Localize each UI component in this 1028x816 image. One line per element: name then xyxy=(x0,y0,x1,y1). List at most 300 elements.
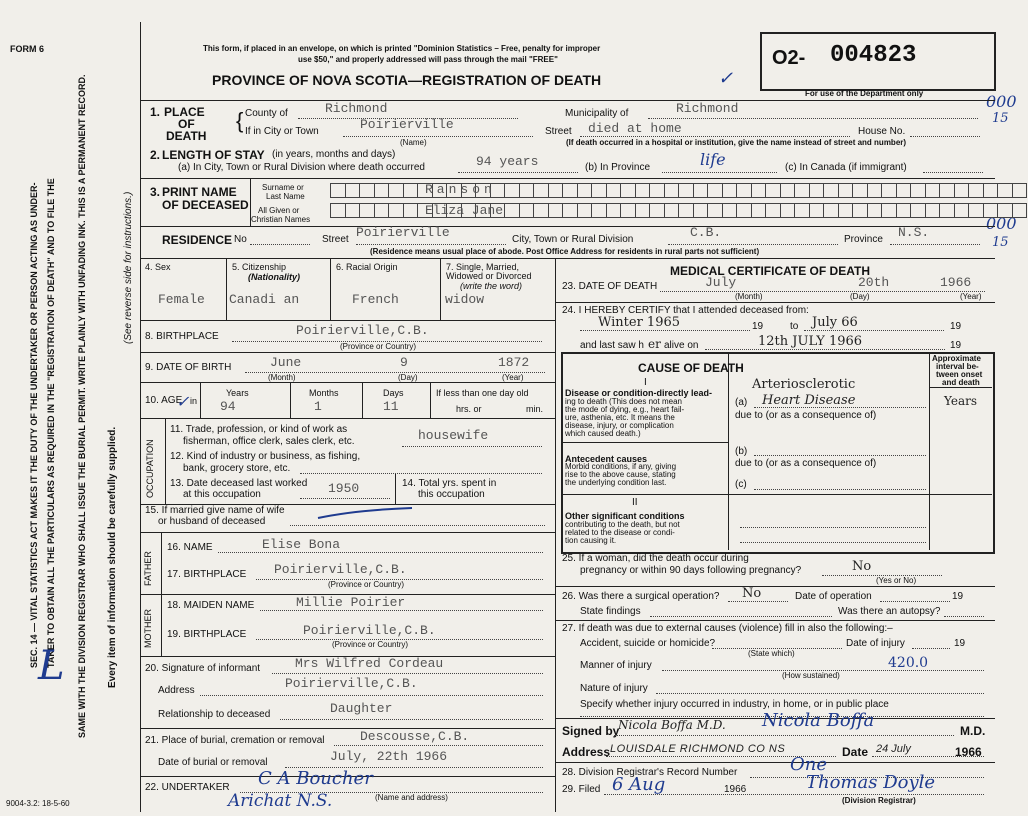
mother-name-label: 18. MAIDEN NAME xyxy=(167,600,255,611)
municipality-label: Municipality of xyxy=(565,108,629,119)
personal-divider-2 xyxy=(330,258,331,320)
roman-2: II xyxy=(632,497,638,508)
name-char-box xyxy=(389,203,404,218)
burial-line xyxy=(334,745,543,746)
name-char-box xyxy=(360,183,375,198)
name-char-box xyxy=(650,183,665,198)
physician-signature: Nicola Boffa xyxy=(762,710,875,731)
name-char-box xyxy=(636,183,651,198)
name-char-box xyxy=(911,203,926,218)
name-char-box xyxy=(969,183,984,198)
name-char-box xyxy=(665,183,680,198)
attended-to-word: to xyxy=(790,321,799,332)
other-2: contributing to the death, but not xyxy=(565,520,680,529)
death-date-line xyxy=(660,291,985,292)
disease-text-5: disease, injury, or complication xyxy=(565,421,674,430)
dob-day: 9 xyxy=(400,355,408,370)
burial-label: 21. Place of burial, cremation or removal xyxy=(145,735,325,746)
accident-label: Accident, suicide or homicide? xyxy=(580,638,716,649)
age-days: 11 xyxy=(383,399,399,414)
marital-label-3: (write the word) xyxy=(460,281,523,291)
name-char-box xyxy=(781,183,796,198)
father-name: Elise Bona xyxy=(262,537,341,552)
residence-top xyxy=(140,226,995,227)
specify-label: Specify whether injury occurred in industry, in home, or in public place xyxy=(580,699,889,710)
name-char-box xyxy=(955,203,970,218)
name-char-box xyxy=(795,183,810,198)
name-char-box xyxy=(810,203,825,218)
disease-text-1: Disease or condition-directly lead- xyxy=(565,388,713,398)
signed-label: Signed by xyxy=(562,724,620,738)
form-number: FORM 6 xyxy=(10,44,45,54)
yes-no-caption: (Yes or No) xyxy=(876,576,917,585)
last-saw-line xyxy=(705,349,945,350)
q25-label-2: pregnancy or within 90 days following pregnancy? xyxy=(580,565,802,576)
death-street-line xyxy=(580,136,850,137)
name-char-box xyxy=(346,203,361,218)
residence-label: RESIDENCE xyxy=(162,233,233,247)
residence-province-label: Province xyxy=(844,234,883,245)
name-char-box xyxy=(926,203,941,218)
q11-line xyxy=(402,446,542,447)
cause-divider-1 xyxy=(728,352,729,550)
disease-text-6: which caused death.) xyxy=(565,429,641,438)
dob-day-caption: (Day) xyxy=(398,373,418,382)
supplied-note: Every item of information should be carefully supplied. xyxy=(107,426,118,688)
surname-value: Ranson xyxy=(425,182,496,197)
how-sustained-caption: (How sustained) xyxy=(782,671,840,680)
antecedent-1: Antecedent causes xyxy=(565,454,648,464)
marital-value: widow xyxy=(445,292,485,307)
name-char-box xyxy=(694,183,709,198)
cause-c-line xyxy=(754,489,926,490)
rule-after-spouse xyxy=(140,532,555,533)
dob-year: 1872 xyxy=(498,355,530,370)
q11-value: housewife xyxy=(418,428,489,443)
age-in: in xyxy=(190,396,198,406)
stay-label: LENGTH OF STAY xyxy=(162,148,265,162)
name-char-box xyxy=(375,203,390,218)
registrar-caption: (Division Registrar) xyxy=(842,796,916,805)
name-char-box xyxy=(824,183,839,198)
q12-label-2: bank, grocery store, etc. xyxy=(183,463,291,474)
name-char-box xyxy=(505,203,520,218)
attended-label: 24. I HEREBY CERTIFY that I attended deceased from: xyxy=(562,305,809,316)
father-birthplace: Poirierville,C.B. xyxy=(274,562,407,577)
name-char-box xyxy=(665,203,680,218)
city-value: Poirierville xyxy=(360,117,454,132)
column-divider xyxy=(555,258,556,812)
q27-label: 27. If death was due to external causes (violence) fill in also the following:– xyxy=(562,623,893,634)
margin-code-1: 000 xyxy=(986,92,1017,111)
rule-after-dob xyxy=(140,382,555,383)
name-char-box xyxy=(708,203,723,218)
q12-label-1: 12. Kind of industry or business, as fishing, xyxy=(170,451,361,462)
name-char-box xyxy=(549,183,564,198)
antecedent-4: the underlying condition last. xyxy=(565,478,667,487)
disease-text-3: the mode of dying, e.g., heart fail- xyxy=(565,405,685,414)
name-char-box xyxy=(998,183,1013,198)
margin-code-1b: 15 xyxy=(992,111,1009,126)
name-char-box xyxy=(911,183,926,198)
name-char-box xyxy=(1013,183,1028,198)
stay-c-line xyxy=(923,172,983,173)
name-char-box xyxy=(404,183,419,198)
mother-birthplace-caption: (Province or Country) xyxy=(332,640,409,649)
name-char-box xyxy=(839,203,854,218)
envelope-note-1: This form, if placed in an envelope, on which is printed "Dominion Statistics – Free, penalty for improper xyxy=(203,44,601,53)
dob-month-caption: (Month) xyxy=(268,373,296,382)
cause-a-1: Arteriosclerotic xyxy=(752,377,856,392)
dob-month: June xyxy=(270,355,302,370)
q13-label-1: 13. Date deceased last worked xyxy=(170,478,308,489)
q13-line xyxy=(300,498,390,499)
margin-code-2: 000 xyxy=(986,214,1017,233)
record-number-label: 28. Division Registrar's Record Number xyxy=(562,767,738,778)
name-char-box xyxy=(897,203,912,218)
address-label: Address xyxy=(562,745,611,759)
name-char-box xyxy=(810,183,825,198)
md-label: M.D. xyxy=(960,724,986,738)
mother-vertical: MOTHER xyxy=(143,609,153,648)
mother-name: Millie Poirier xyxy=(296,595,406,610)
name-char-box xyxy=(694,203,709,218)
father-birthplace-caption: (Province or Country) xyxy=(328,580,405,589)
operation-19: 19 xyxy=(952,591,964,602)
q25-label-1: 25. If a woman, did the death occur during xyxy=(562,553,749,564)
place-brace: { xyxy=(236,108,244,133)
name-char-box xyxy=(563,203,578,218)
signature-date: 24 July xyxy=(876,743,911,755)
rule-after-birthplace xyxy=(140,352,555,353)
nature-label: Nature of injury xyxy=(580,683,648,694)
stay-b-label: (b) In Province xyxy=(585,162,651,173)
spouse-label-2: or husband of deceased xyxy=(158,516,266,527)
name-char-box xyxy=(534,183,549,198)
surname-label-1: Surname or xyxy=(262,183,304,192)
q11-label-1: 11. Trade, profession, or kind of work as xyxy=(170,424,348,435)
name-char-box xyxy=(534,203,549,218)
other-conditions-rule xyxy=(561,494,992,495)
death-year-caption: (Year) xyxy=(960,292,982,301)
undertaker-caption: (Name and address) xyxy=(375,793,448,802)
signature-date-label: Date xyxy=(842,745,869,759)
header-rule xyxy=(140,100,995,101)
less-day-label: If less than one day old xyxy=(436,388,529,398)
filed-date: 6 Aug xyxy=(612,774,666,795)
informant-address-line xyxy=(200,695,543,696)
birthplace-value: Poirierville,C.B. xyxy=(296,323,429,338)
birthplace-label: 8. BIRTHPLACE xyxy=(145,331,219,342)
rule-after-age xyxy=(140,418,555,419)
form-left-border xyxy=(140,22,141,812)
cause-b-line xyxy=(754,455,926,456)
name-char-box xyxy=(984,203,999,218)
age-label: 10. AGE xyxy=(145,395,183,406)
name-char-box xyxy=(984,183,999,198)
name-char-box xyxy=(592,203,607,218)
autopsy-label: Was there an autopsy? xyxy=(838,606,941,617)
q26-label: 26. Was there a surgical operation? xyxy=(562,591,720,602)
name-char-box xyxy=(723,183,738,198)
name-char-box xyxy=(752,183,767,198)
physician-address: LOUISDALE RICHMOND CO NS xyxy=(610,743,786,755)
residence-bottom xyxy=(140,258,995,259)
name-char-box xyxy=(882,203,897,218)
name-char-box xyxy=(563,183,578,198)
name-char-box xyxy=(1013,203,1028,218)
name-char-box xyxy=(346,183,361,198)
rule-after-death-date xyxy=(555,302,995,303)
q14-label-1: 14. Total yrs. spent in xyxy=(402,478,497,489)
residence-province-value: N.S. xyxy=(898,225,930,240)
last-saw-label-2: alive on xyxy=(664,340,699,351)
citizenship-label: 5. Citizenship xyxy=(232,262,287,272)
name-char-box xyxy=(520,183,535,198)
name-char-box xyxy=(330,183,346,198)
relationship-line xyxy=(280,719,543,720)
cause-divider-2 xyxy=(929,352,930,550)
name-char-box xyxy=(621,183,636,198)
disease-text-4: ure, asthenia, etc. It means the xyxy=(565,413,675,422)
mother-name-line xyxy=(260,610,543,611)
age-divider-2 xyxy=(290,382,291,418)
residence-province-line xyxy=(890,244,980,245)
state-which-caption: (State which) xyxy=(748,649,795,658)
death-day: 20th xyxy=(858,275,890,290)
death-street-value: died at home xyxy=(588,121,682,136)
death-street-label: Street xyxy=(545,126,572,137)
interval-label-3: tween onset xyxy=(936,370,983,379)
marital-label-1: 7. Single, Married, xyxy=(446,262,520,272)
attended-19a: 19 xyxy=(752,321,764,332)
dept-use-note: For use of the Department only xyxy=(805,89,924,98)
rule-after-informant xyxy=(140,728,555,729)
rule-after-q26 xyxy=(555,620,995,621)
age-divider-4 xyxy=(430,382,431,418)
attended-from: Winter 1965 xyxy=(598,315,681,330)
stay-b-line xyxy=(662,172,777,173)
injury-date-label: Date of injury xyxy=(846,638,905,649)
residence-no-line xyxy=(250,244,310,245)
relationship-value: Daughter xyxy=(330,701,393,716)
stay-num: 2. xyxy=(150,148,161,162)
antecedent-3: rise to the above cause, stating xyxy=(565,470,676,479)
attended-19b: 19 xyxy=(950,321,962,332)
city-caption: (Name) xyxy=(400,138,427,147)
name-char-box xyxy=(737,203,752,218)
residence-street-label: Street xyxy=(322,234,349,245)
age-days-label: Days xyxy=(383,388,404,398)
name-char-box xyxy=(839,183,854,198)
antecedent-2: Morbid conditions, if any, giving xyxy=(565,462,677,471)
last-saw-her: er xyxy=(648,337,661,351)
injury-date-line xyxy=(912,648,950,649)
name-char-box xyxy=(375,183,390,198)
cause-b-label: (b) xyxy=(735,446,748,457)
disease-text-2: ing to death (This does not mean xyxy=(565,397,682,406)
informant-line xyxy=(272,673,543,674)
county-value: Richmond xyxy=(325,101,388,116)
place-num: 1. xyxy=(150,105,161,119)
name-char-box xyxy=(607,183,622,198)
name-char-box xyxy=(766,203,781,218)
spouse-pen-stroke xyxy=(316,506,416,522)
occupation-vertical: OCCUPATION xyxy=(145,439,155,498)
undertaker-label: 22. UNDERTAKER xyxy=(145,782,230,793)
age-months: 1 xyxy=(314,399,322,414)
house-label: House No. xyxy=(858,126,906,137)
personal-divider-3 xyxy=(440,258,441,320)
surname-label-2: Last Name xyxy=(266,192,305,201)
name-label-2: OF DECEASED xyxy=(162,198,249,212)
statute-text-1: SEC. 14 — VITAL STATISTICS ACT MAKES IT THE DUTY OF THE UNDERTAKER OR PERSON ACTING AS UNDER- xyxy=(29,182,39,668)
father-vertical: FATHER xyxy=(143,551,153,586)
footer-code: 9004-3.2: 18-5-60 xyxy=(6,799,70,808)
name-char-box xyxy=(795,203,810,218)
attended-to: July 66 xyxy=(812,315,858,330)
other-1: Other significant conditions xyxy=(565,511,685,521)
stay-a-value: 94 years xyxy=(476,154,539,169)
filed-year: 1966 xyxy=(724,784,747,795)
occupation-divider xyxy=(165,418,166,504)
q13-q14-divider xyxy=(395,474,396,504)
signature-year: 1966 xyxy=(955,745,982,759)
house-line xyxy=(910,136,980,137)
q13-value: 1950 xyxy=(328,481,360,496)
county-label: County of xyxy=(245,108,288,119)
record-number: One xyxy=(790,754,828,775)
stay-hint: (in years, months and days) xyxy=(272,149,396,160)
name-char-box xyxy=(868,183,883,198)
other-line-2 xyxy=(740,542,926,543)
dob-label: 9. DATE OF BIRTH xyxy=(145,362,232,373)
father-name-label: 16. NAME xyxy=(167,542,213,553)
residence-street-value: Poirierville xyxy=(356,225,450,240)
name-char-box xyxy=(940,183,955,198)
name-char-box xyxy=(607,203,622,218)
q26-value: No xyxy=(742,586,762,601)
spouse-label-1: 15. If married give name of wife xyxy=(145,505,285,516)
death-month: July xyxy=(705,275,737,290)
other-3: related to the disease or condi- xyxy=(565,528,675,537)
other-line-1 xyxy=(740,527,926,528)
due-to-b: due to (or as a consequence of) xyxy=(735,458,877,469)
last-saw-value: 12th JULY 1966 xyxy=(758,334,863,349)
death-year: 1966 xyxy=(940,275,972,290)
q13-label-2: at this occupation xyxy=(183,489,261,500)
sex-value: Female xyxy=(158,292,205,307)
name-char-box xyxy=(679,203,694,218)
title-check-mark: ✓ xyxy=(718,68,734,89)
medical-title: MEDICAL CERTIFICATE OF DEATH xyxy=(670,264,870,278)
name-num: 3. xyxy=(150,185,161,199)
informant-value: Mrs Wilfred Cordeau xyxy=(295,656,444,671)
cause-a-2: Heart Disease xyxy=(762,393,856,408)
father-name-line xyxy=(218,552,543,553)
rule-after-personal xyxy=(140,320,555,321)
informant-address-label: Address xyxy=(158,685,195,696)
racial-label: 6. Racial Origin xyxy=(336,262,398,272)
interval-label-4: and death xyxy=(942,378,980,387)
name-char-box xyxy=(781,203,796,218)
interval-label-1: Approximate xyxy=(932,354,981,363)
name-char-box xyxy=(868,203,883,218)
name-char-box xyxy=(766,183,781,198)
cause-c-label: (c) xyxy=(735,479,747,490)
name-char-box xyxy=(636,203,651,218)
attended-to-line xyxy=(804,330,944,331)
hospital-note: (If death occurred in a hospital or institution, give the name instead of street and number) xyxy=(566,138,907,147)
name-char-box xyxy=(708,183,723,198)
operation-date-label: Date of operation xyxy=(795,591,872,602)
hrs-label: hrs. or xyxy=(456,404,482,414)
residence-no-label: No xyxy=(234,234,247,245)
age-years: 94 xyxy=(220,399,236,414)
undertaker-address: Arichat N.S. xyxy=(228,791,333,811)
name-section-top xyxy=(140,178,995,179)
relationship-label: Relationship to deceased xyxy=(158,709,271,720)
envelope-note-2: use $50," and properly addressed will pass through the mail "FREE" xyxy=(298,55,558,64)
stay-a-label: (a) In City, Town or Rural Division where death occurred xyxy=(178,162,425,173)
mother-birthplace-label: 19. BIRTHPLACE xyxy=(167,629,247,640)
name-char-box xyxy=(897,183,912,198)
form-title: PROVINCE OF NOVA SCOTIA—REGISTRATION OF DEATH xyxy=(212,72,602,88)
autopsy-line xyxy=(944,616,984,617)
q14-label-2: this occupation xyxy=(418,489,485,500)
findings-line xyxy=(650,616,832,617)
name-char-box xyxy=(969,203,984,218)
citizenship-hint: (Nationality) xyxy=(248,272,301,282)
death-day-caption: (Day) xyxy=(850,292,870,301)
interval-header-rule xyxy=(929,387,992,388)
last-saw-label-1: and last saw h xyxy=(580,340,644,351)
residence-note: (Residence means usual place of abode. Post Office Address for residents in rural parts not sufficient) xyxy=(370,247,760,256)
burial-date-label: Date of burial or removal xyxy=(158,757,268,768)
municipality-value: Richmond xyxy=(676,101,739,116)
cause-a-interval: Years xyxy=(944,394,978,408)
name-char-box xyxy=(578,183,593,198)
name-char-box xyxy=(592,183,607,198)
margin-code-2b: 15 xyxy=(992,235,1009,250)
roman-1: I xyxy=(644,377,647,388)
burial-place: Descousse,C.B. xyxy=(360,729,470,744)
registration-prefix: O2- xyxy=(772,47,806,69)
age-years-label: Years xyxy=(226,388,249,398)
registration-number: 004823 xyxy=(830,42,917,69)
manner-label: Manner of injury xyxy=(580,660,652,671)
birthplace-caption: (Province or Country) xyxy=(340,342,417,351)
informant-address: Poirierville,C.B. xyxy=(285,676,418,691)
interval-label-2: interval be- xyxy=(936,362,979,371)
residence-city-value: C.B. xyxy=(690,225,722,240)
age-divider-3 xyxy=(362,382,363,418)
burial-date: July, 22th 1966 xyxy=(330,749,448,764)
name-char-box xyxy=(520,203,535,218)
name-char-box xyxy=(882,183,897,198)
mother-birthplace: Poirierville,C.B. xyxy=(303,623,436,638)
residence-city-line xyxy=(668,244,838,245)
name-char-box xyxy=(737,183,752,198)
filed-label: 29. Filed xyxy=(562,784,601,795)
age-months-label: Months xyxy=(309,388,339,398)
age-check-mark: ✓ xyxy=(176,392,190,411)
name-char-box xyxy=(549,203,564,218)
place-label-1: PLACE xyxy=(164,105,205,119)
name-char-box xyxy=(926,183,941,198)
city-line xyxy=(343,136,533,137)
name-char-box xyxy=(578,203,593,218)
